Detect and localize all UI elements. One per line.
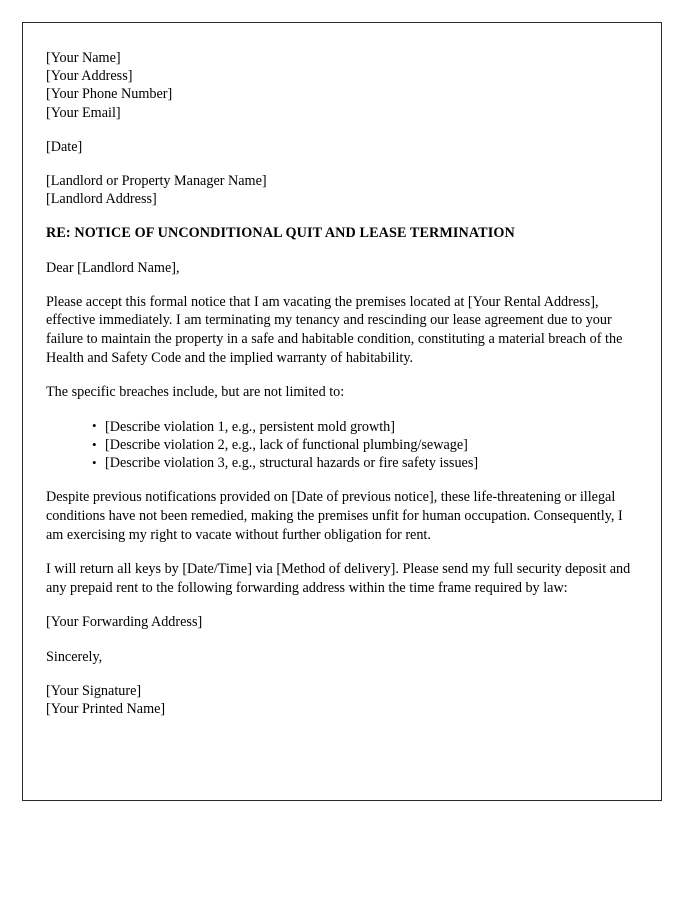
forwarding-address: [Your Forwarding Address] <box>46 614 203 631</box>
paragraph-termination-notice: Please accept this formal notice that I am vacating the premises located at [Your Rental Address], effective immediately. I am terminating my tenancy and rescinding our lease agreement due to your failure to maintain the property in a safe and habitable condition, constituting a material breach of the Health and Safety Code and the implied warranty of habitability. <box>46 293 623 366</box>
sender-address-block <box>46 49 634 122</box>
date-block <box>46 138 634 156</box>
paragraph-unremedied-conditions: Despite previous notifications provided on [Date of previous notice], these life-threatening or illegal conditions have not been remedied, making the premises unfit for human occupation. Consequently, I am exercising my right to vacate without further obligation for rent. <box>46 489 623 543</box>
signature-block <box>46 682 634 718</box>
list-intro: The specific breaches include, but are not limited to: <box>46 384 345 401</box>
recipient-address: [Landlord Address] <box>46 191 157 208</box>
signature-placeholder: [Your Signature] <box>46 682 142 699</box>
paragraph-keys-and-deposit: I will return all keys by [Date/Time] via [Method of delivery]. Please send my full security deposit and any prepaid rent to the following forwarding address within the time frame required by law: <box>46 561 631 596</box>
sender-phone: [Your Phone Number] <box>46 86 173 103</box>
list-item: • [Describe violation 1, e.g., persistent mold growth] <box>92 418 634 436</box>
date-line: [Date] <box>46 138 83 155</box>
list-item: • [Describe violation 3, e.g., structural hazards or fire safety issues] <box>92 454 634 472</box>
recipient-name: [Landlord or Property Manager Name] <box>46 173 267 190</box>
subject-line: RE: NOTICE OF UNCONDITIONAL QUIT AND LEASE TERMINATION <box>46 225 515 242</box>
recipient-address-block <box>46 172 634 208</box>
sender-address: [Your Address] <box>46 68 133 85</box>
list-item: • [Describe violation 2, e.g., lack of functional plumbing/sewage] <box>92 436 634 454</box>
printed-name-placeholder: [Your Printed Name] <box>46 700 166 717</box>
salutation: Dear [Landlord Name], <box>46 259 180 276</box>
sender-name: [Your Name] <box>46 50 121 66</box>
letter-body <box>23 23 661 718</box>
closing-salutation: Sincerely, <box>46 648 103 665</box>
sender-email: [Your Email] <box>46 104 121 121</box>
violations-list <box>46 418 634 473</box>
document-page-frame <box>22 22 662 801</box>
